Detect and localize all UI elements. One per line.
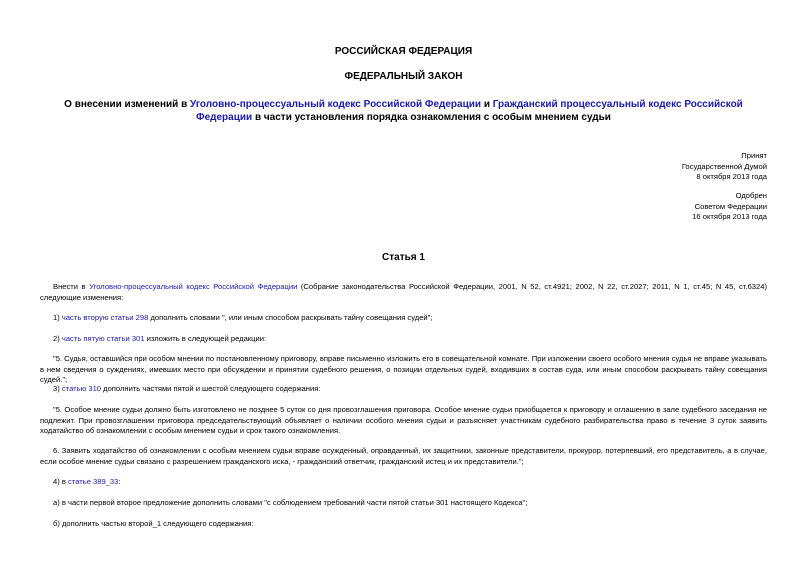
link-civil-procedure-code[interactable]: Гражданский процессуальный кодекс Российской Федерации — [196, 99, 743, 123]
title-text-1: О внесении изменений в — [64, 99, 191, 110]
item-1-num: 1) — [53, 313, 62, 322]
item-3 — [40, 384, 767, 395]
intro-text-b: (Собрание законодательства Российской Федерации, 2001, N 52, ст.4921; 2002, N 22, ст.2027; 2011, N 1, ст.45; N 45, ст.6324) следующие изменения: — [40, 282, 767, 302]
adopted-line-1: Принят — [741, 151, 767, 160]
item-3-text: дополнить частями пятой и шестой следующего содержания: — [101, 384, 321, 393]
item-1-text: дополнить словами ", или иным способом раскрывать тайну совещания судей"; — [148, 313, 433, 322]
approved-line-1: Одобрен — [735, 191, 767, 200]
item-3-num: 3) — [53, 384, 62, 393]
link-article-301[interactable]: часть пятую статьи 301 — [61, 334, 145, 343]
item-1 — [40, 313, 767, 324]
quote-part-5: "5. Судья, оставшийся при особом мнении по постановленному приговору, вправе письменно изложить его в совещательной комнате. При изложении своего особого мнения судья не вправе указывать в нем сведения о суждениях, имевших место при обсуждении и принятии судебного решения, о позиции отдельных судей, входивших в состав суда, или иным способом раскрывать тайну совещания судей."; — [40, 354, 767, 384]
adopted-block — [682, 151, 767, 183]
link-article-298[interactable]: часть вторую статьи 298 — [61, 313, 149, 322]
link-intro-code[interactable]: Уголовно-процессуальный кодекс Российской Федерации — [89, 282, 298, 291]
quote-part-5b: "5. Особое мнение судьи должно быть изготовлено не позднее 5 суток со дня провозглашения приговора. Особое мнение судьи приобщается к приговору и оглашению в зале судебного заседания не подлежит. При провозглашении приговора председательствующий объявляет о наличии особого мнения судьи и разъясняет участникам судебного разбирательства право в течение 3 суток заявить ходатайство об ознакомлении с особым мнением судьи и срок такого ознакомления. — [40, 405, 767, 435]
item-2-num: 2) — [53, 334, 62, 343]
approved-line-2: Советом Федерации — [694, 201, 767, 211]
link-article-310[interactable]: статью 310 — [61, 384, 102, 393]
adopted-line-3: 8 октября 2013 года — [696, 172, 767, 181]
article-heading: Статья 1 — [382, 252, 425, 263]
item-4-b: б) дополнить частью второй_1 следующего содержания: — [53, 519, 254, 528]
intro-paragraph — [40, 282, 767, 303]
item-4-text: : — [118, 477, 121, 486]
adopted-line-2: Государственной Думой — [681, 161, 767, 171]
country-heading: РОССИЙСКАЯ ФЕДЕРАЦИЯ — [334, 46, 473, 57]
item-4-num: 4) в — [53, 477, 69, 486]
link-criminal-procedure-code[interactable]: Уголовно-процессуальный кодекс Российской Федерации — [190, 99, 482, 110]
item-4-a: а) в части первой второе предложение дополнить словами "с соблюдением требований части пятой статьи 301 настоящего Кодекса"; — [53, 498, 528, 507]
doc-type-heading: ФЕДЕРАЛЬНЫЙ ЗАКОН — [344, 71, 463, 82]
link-article-389-33[interactable]: статье 389_33 — [68, 477, 119, 486]
law-title — [40, 98, 767, 124]
title-text-2: и — [481, 99, 493, 110]
item-2-text: изложить в следующей редакции: — [144, 334, 267, 343]
intro-text-a: Внести в — [53, 282, 90, 291]
approved-block — [692, 191, 767, 223]
title-text-3: в части установления порядка ознакомления с особым мнением судьи — [252, 112, 611, 123]
quote-part-6: 6. Заявить ходатайство об ознакомлении с особым мнением судьи вправе осужденный, оправданный, их защитники, законные представители, прокурор, потерпевший, его представитель, а в случае, если особое мнение судьи связано с разрешением гражданского иска, - гражданский ответчик, гражданский истец и их представители."; — [40, 446, 767, 466]
item-4 — [40, 477, 767, 488]
approved-line-3: 16 октября 2013 года — [692, 212, 767, 221]
item-2 — [40, 334, 767, 345]
